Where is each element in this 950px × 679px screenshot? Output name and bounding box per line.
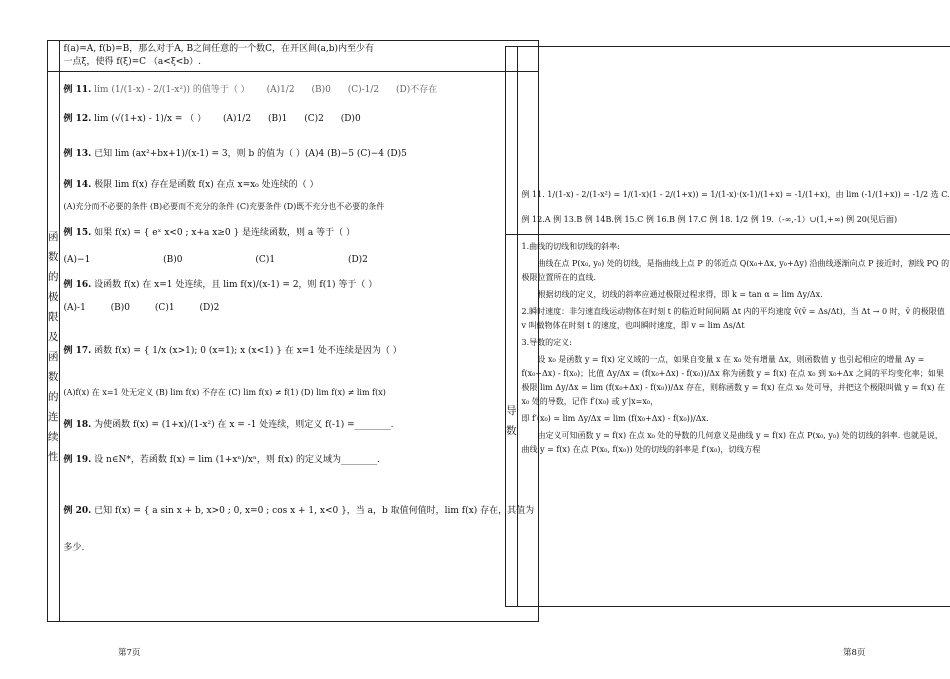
ex11-label: 例 11. [63,85,92,95]
ex15-label: 例 15. [63,228,92,238]
ex19 [64,454,535,467]
ex16-opt-b: (B)0 [110,303,131,313]
ex20-label: 例 20. [63,506,92,516]
ex12-opt-c: (C)2 [304,114,324,124]
ex11-opt-b: (B)0 [311,85,331,95]
ex16-options [64,302,535,315]
cat-char: 及 [48,330,59,343]
cat-char: 数 [48,250,59,263]
ex15-opt-a: (A)−1 [63,255,91,265]
sec1-p1: 曲线在点 P(x₀, y₀) 处的切线，是指曲线上点 P 的邻近点 Q(x₀+Δx, y₀+Δy) 沿曲线逐渐向点 P 接近时，割线 PQ 的极限位置所在的直线. [521,259,950,282]
ex20-text: 已知 f(x) = { a sin x + b, x>0 ; 0, x=0 ; cos x + 1, x<0 }，当 a，b 取值何值时，lim f(x) 存在，其值为 [94,506,535,516]
cat-char: 续 [48,430,59,443]
sec3-title: 3.导数的定义: [521,338,572,347]
ex13-text: 已知 lim (ax²+bx+1)/(x-1) = 3，则 b 的值为（ ）(A)4 (B)−5 (C)−4 (D)5 [94,149,407,159]
top-text-1: f(a)=A, f(b)=B，那么对于A, B之间任意的一个数C，在开区间(a,b)内至少有 [63,44,374,54]
cat-char: 的 [48,270,59,283]
left-table [47,40,539,622]
cat-char: 限 [48,310,59,323]
left-category-cell [48,72,60,622]
right-derivative-content [517,235,950,607]
ex17-options: (A)f(x) 在 x=1 处无定义 (B) lim f(x) 不存在 (C) lim f(x) ≠ f(1) (D) lim f(x) ≠ lim f(x) [63,388,386,397]
ex20-tail: 多少. [63,543,85,553]
ex16-label: 例 16. [63,280,92,290]
sec2: 2.瞬时速度：非匀速直线运动物体在时刻 t 的临近时间间隔 Δt 内的平均速度 v̄(v̄ = Δs/Δt)，当 Δt → 0 时，v̄ 的极限值 v 叫做物体在时刻 t 的速度，也叫瞬时速度，即 v = lim Δs/Δt [521,307,945,330]
cat-char: 的 [48,390,59,403]
right-category-cell [506,235,518,607]
sec1-p2: 根据切线的定义，切线的斜率应通过极限过程求得，即 k = tan α = lim Δy/Δx. [537,290,823,299]
ex17 [64,345,535,358]
top-text-2: 一点ξ，使得 f(ξ)=C （a<ξ<b）. [63,57,201,67]
ex11-expr: lim (1/(1-x) - 2/(1-x²)) 的值等于（ ） [94,85,250,95]
ex11-opt-c: (C)-1/2 [347,85,380,95]
ex15-opt-c: (C)1 [255,255,276,265]
ex12-opt-b: (B)1 [267,114,288,124]
ex15-opt-b: (B)0 [163,255,183,265]
left-page-number: 第7页 [118,648,141,658]
ex12-expr: lim (√(1+x) - 1)/x = （ ） [94,114,207,124]
ex18-label: 例 18. [63,420,92,430]
right-page [475,0,950,679]
ex15-text: 如果 f(x) = { eˣ x<0 ; x+a x≥0 } 是连续函数，则 a 等于（ ） [94,228,355,238]
cat-char: 数 [506,424,517,437]
cat-char: 函 [48,350,59,363]
ex19-label: 例 19. [63,455,92,465]
left-examples [59,72,539,622]
ex16-opt-d: (D)2 [199,303,220,313]
ex15-options [64,254,535,267]
cat-char: 数 [48,370,59,383]
ex11-answer: 例 11. 1/(1-x) - 2/(1-x²) = 1/(1-x)(1 - 2/(1+x)) = 1/(1-x)·(x-1)/(1+x) = -1/(1+x)，由 lim (-1/(1+x)) = -1/2 选 C. [521,190,950,199]
ex16-text: 设函数 f(x) 在 x=1 处连续，且 lim f(x)/(x-1) = 2，则 f(1) 等于（ ） [94,280,378,290]
ex12-label: 例 12. [63,114,92,124]
sec3-p1: 设 x₀ 是函数 y = f(x) 定义域的一点，如果自变量 x 在 x₀ 处有增量 Δx，则函数值 y 也引起相应的增量 Δy = f(x₀+Δx) - f(x₀)；比值 Δy/Δx = (f(x₀+Δx) - f(x₀))/Δx 称为函数 y = f(x) 在点 x₀ 到 x₀+Δx 之间的平均变化率；如果极限 lim Δy/Δx = lim (f(x₀+Δx) - f(x₀))/Δx 存在，则称函数 y = f(x) 在点 x₀ 处可导，并把这个极限叫做 y = f(x) 在 x₀ 处的导数，记作 f′(x₀) 或 y′|x=x₀， [521,355,946,406]
ex17-label: 例 17. [63,346,92,356]
cat-char: 函 [48,230,59,243]
right-top-blank [506,47,518,235]
ex19-text: 设 n∈N*，若函数 f(x) = lim (1+xⁿ)/xⁿ，则 f(x) 的定义域为________. [94,455,380,465]
ex15-opt-d: (D)2 [347,255,368,265]
ex20 [64,505,535,518]
ex18 [64,419,535,432]
ex11-opt-d: (D)不存在 [396,85,438,95]
sec3-p3: 由定义可知函数 y = f(x) 在点 x₀ 处的导数的几何意义是曲线 y = f(x) 在点 P(x₀, y₀) 处的切线的斜率. 也就是说，曲线 y = f(x) 在点 P(x₀, f(x₀)) 处的切线的斜率是 f′(x₀)，切线方程 [521,431,943,454]
ex11 [64,84,535,97]
answers-line: 例 12.A 例 13.B 例 14B.例 15.C 例 16.B 例 17.C 例 18. 1/2 例 19.（-∞,-1）∪(1,+∞) 例 20(见后面) [521,215,898,224]
ex11-opt-a: (A)1/2 [266,85,295,95]
ex12 [64,113,535,126]
cat-char: 极 [48,290,59,303]
ex14 [64,179,535,192]
right-table [505,46,950,607]
sec3-p2: 即 f′(x₀) = lim Δy/Δx = lim (f(x₀+Δx) - f(x₀))/Δx. [521,414,709,423]
left-top-blank [48,41,60,72]
ex16-opt-c: (C)1 [154,303,175,313]
ex16 [64,279,535,292]
ex16-opt-a: (A)-1 [63,303,86,313]
right-page-number: 第8页 [843,648,866,658]
cat-char: 连 [48,410,59,423]
sec1-title: 1.曲线的切线和切线的斜率: [521,242,620,251]
ex12-opt-d: (D)0 [340,114,361,124]
cat-char: 性 [48,450,59,463]
ex18-text: 为使函数 f(x) = (1+x)/(1-x²) 在 x = -1 处连续，则定义 f(-1) =________. [94,420,394,430]
ex14-text: 极限 lim f(x) 存在是函数 f(x) 在点 x=x₀ 处连续的（ ） [94,180,319,190]
ex14-label: 例 14. [63,180,92,190]
left-top-text [59,41,539,72]
ex17-text: 函数 f(x) = { 1/x (x>1); 0 (x=1); x (x<1) } 在 x=1 处不连续是因为（ ） [94,346,402,356]
ex14-options: (A)充分而不必要的条件 (B)必要而不充分的条件 (C)充要条件 (D)既不充分也不必要的条件 [63,202,385,211]
ex15 [64,227,535,240]
right-answers [517,47,950,235]
ex13 [64,148,535,161]
ex12-opt-a: (A)1/2 [223,114,252,124]
cat-char: 导 [506,404,517,417]
ex13-label: 例 13. [63,149,92,159]
